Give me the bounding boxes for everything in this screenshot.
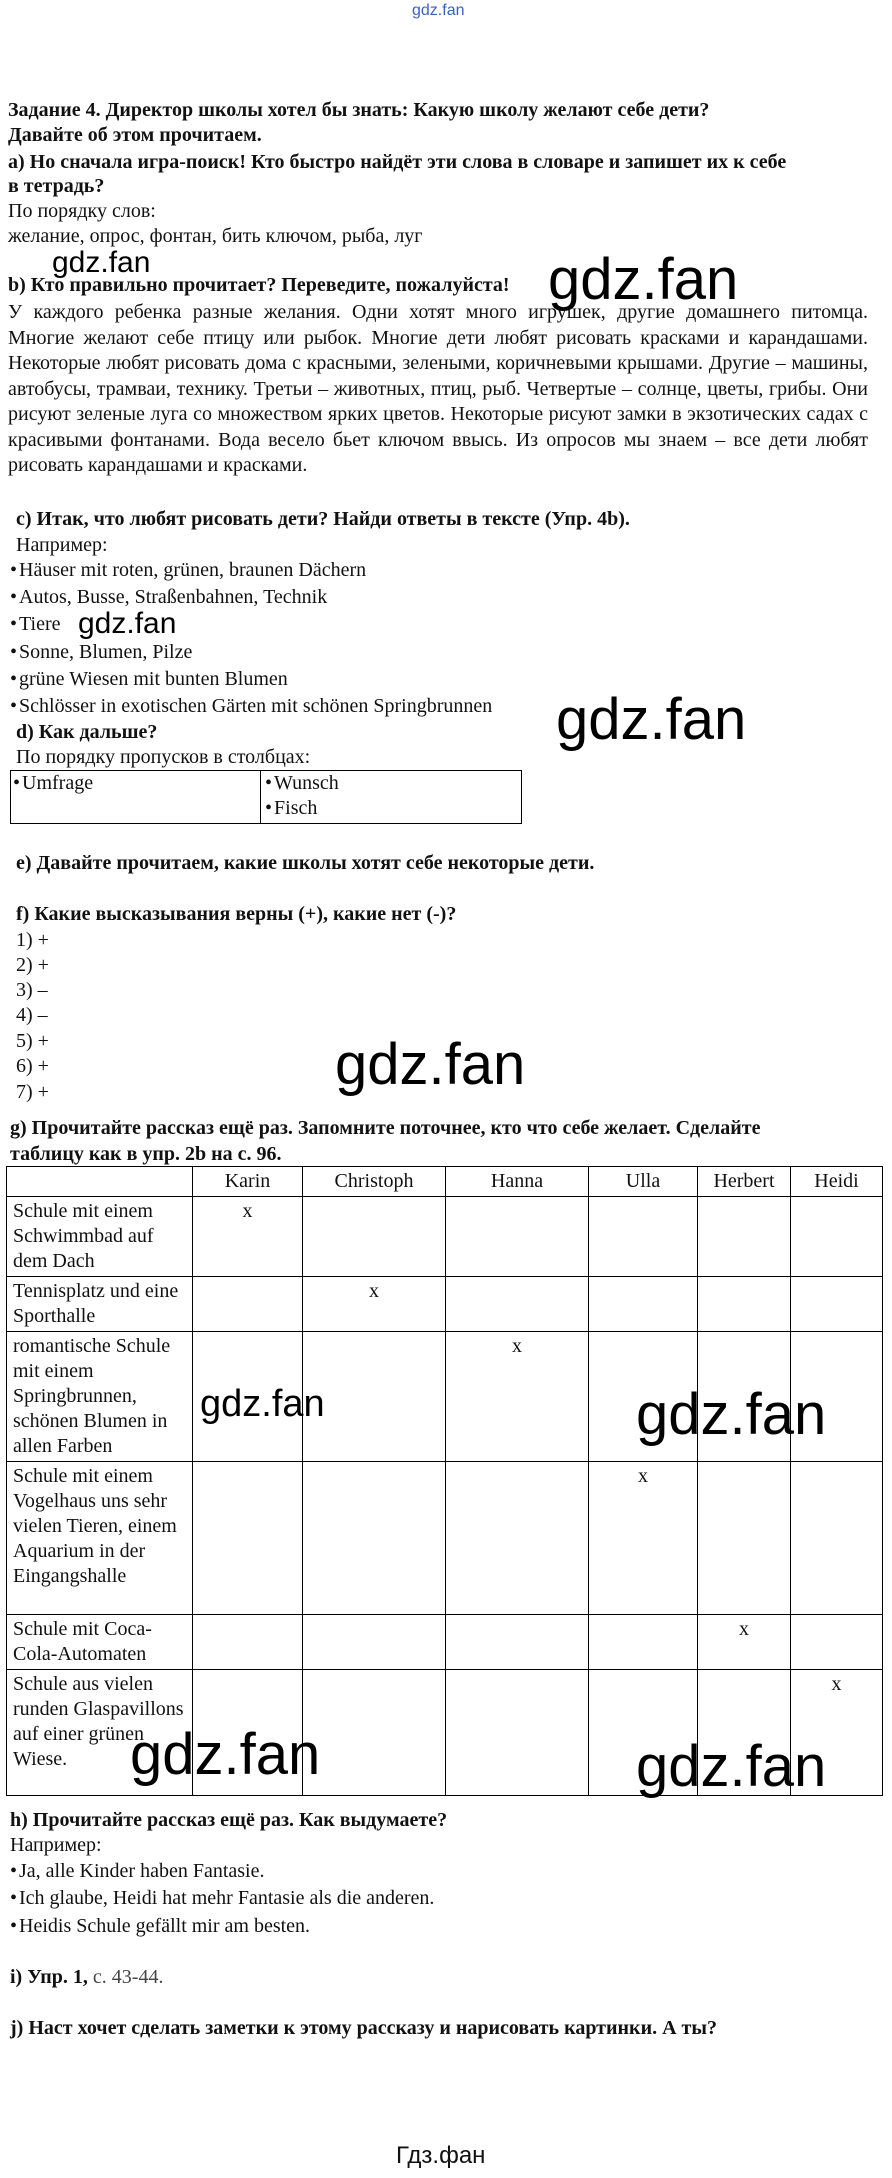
table-header-cell: Heidi: [791, 1167, 883, 1197]
section-j-heading: j) Наст хочет сделать заметки к этому рассказу и нарисовать картинки. А ты?: [10, 2017, 717, 2039]
section-i-page: с. 43-44.: [92, 1966, 164, 1988]
section-g-heading: g) Прочитайте рассказ ещё раз. Запомните поточнее, кто что себе желает. Сделайте: [10, 1117, 761, 1139]
section-e-heading: e) Давайте прочитаем, какие школы хотят себе некоторые дети.: [16, 852, 595, 874]
mark-cell: [193, 1615, 303, 1670]
section-f-heading: f) Какие высказывания верны (+), какие нет (-)?: [16, 903, 457, 925]
mark-cell: [303, 1462, 446, 1615]
list-item: • Heidis Schule gefällt mir am besten.: [10, 1914, 310, 1939]
section-b-text: У каждого ребенка разные желания. Одни хотят много игрушек, другие домашнего питомца. Многие желают себе птицу или рыбок. Многие дети любят рисовать красками и карандашами. Некоторые любят рисовать дома с красными, зелеными, коричневыми крышами. Другие – машины, автобусы, трамваи, технику. Третьи – животных, птиц, рыб. Четвертые – солнце, цветы, грибы. Они рисуют зеленые луга со множеством ярких цветов. Некоторые рисуют замки в экзотических садах с красивыми фонтанами. Вода весело бьет ключом ввысь. Из опросов мы знаем – все дети любят рисовать карандашами и красками.: [8, 301, 868, 476]
list-item: • Sonne, Blumen, Pilze: [10, 640, 192, 665]
gap-column-1: [11, 771, 261, 824]
mark-cell: [446, 1615, 589, 1670]
list-item: • Ja, alle Kinder haben Fantasie.: [10, 1859, 264, 1884]
answer-item: 1) +: [16, 929, 49, 951]
watermark: gdz.fan: [556, 687, 747, 752]
mark-cell: [446, 1462, 589, 1615]
section-c-example: Например:: [16, 534, 108, 556]
table-header-cell: Hanna: [446, 1167, 589, 1197]
watermark: gdz.fan: [78, 607, 177, 640]
mark-cell: [791, 1615, 883, 1670]
row-label: Schule mit einem Vogelhaus uns sehr vielen Tieren, einem Aquarium in der Eingangshalle: [7, 1462, 193, 1615]
gap-table: [10, 770, 522, 824]
list-item: • Häuser mit roten, grünen, braunen Dächern: [10, 558, 366, 583]
answer-item: 7) +: [16, 1081, 49, 1103]
gap-word: • Umfrage: [13, 771, 258, 796]
table-header-cell: Karin: [193, 1167, 303, 1197]
mark-cell: [589, 1277, 698, 1332]
mark-cell: [446, 1277, 589, 1332]
table-header-cell: Herbert: [698, 1167, 791, 1197]
mark-cell: x: [446, 1332, 589, 1462]
gap-word: • Wunsch: [265, 771, 517, 796]
list-item: • Ich glaube, Heidi hat mehr Fantasie als die anderen.: [10, 1886, 434, 1911]
section-h-example: Например:: [10, 1834, 102, 1856]
list-item: • Schlösser in exotischen Gärten mit schönen Springbrunnen: [10, 694, 492, 719]
table-row: [7, 1615, 883, 1670]
answer-item: 5) +: [16, 1030, 49, 1052]
mark-cell: [791, 1277, 883, 1332]
mark-cell: [446, 1670, 589, 1796]
list-item: • grüne Wiesen mit bunten Blumen: [10, 667, 288, 692]
table-header-cell: [7, 1167, 193, 1197]
table-row: [7, 1277, 883, 1332]
mark-cell: [791, 1197, 883, 1277]
list-item: • Autos, Busse, Straßenbahnen, Technik: [10, 585, 327, 610]
row-label: Schule mit einem Schwimmbad auf dem Dach: [7, 1197, 193, 1277]
section-a-words: желание, опрос, фонтан, бить ключом, рыба, луг: [8, 225, 423, 247]
row-label: Tennisplatz und eine Sporthalle: [7, 1277, 193, 1332]
mark-cell: [589, 1615, 698, 1670]
section-d-order: По порядку пропусков в столбцах:: [16, 746, 311, 768]
task-title: Задание 4. Директор школы хотел бы знать: Какую школу желают себе дети?: [8, 99, 710, 121]
mark-cell: [193, 1462, 303, 1615]
mark-cell: [303, 1197, 446, 1277]
mark-cell: [791, 1462, 883, 1615]
section-a-heading: a) Но сначала игра-поиск! Кто быстро найдёт эти слова в словаре и запишет их к себе: [8, 151, 787, 173]
section-a-heading-line2: в тетрадь?: [8, 175, 105, 197]
section-d-heading: d) Как дальше?: [16, 721, 158, 743]
watermark: gdz.fan: [130, 1722, 321, 1787]
gap-column-2: [261, 771, 522, 824]
table-header-cell: Christoph: [303, 1167, 446, 1197]
answer-item: 6) +: [16, 1055, 49, 1077]
watermark: gdz.fan: [52, 246, 151, 279]
section-c-heading: c) Итак, что любят рисовать дети? Найди ответы в тексте (Упр. 4b).: [16, 508, 630, 530]
mark-cell: [589, 1197, 698, 1277]
wishes-table: [6, 1166, 883, 1799]
row-label: romantische Schule mit einem Springbrunnen, schönen Blumen in allen Farben: [7, 1332, 193, 1462]
mark-cell: x: [303, 1277, 446, 1332]
mark-cell: x: [589, 1462, 698, 1615]
watermark: gdz.fan: [636, 1382, 827, 1447]
section-g-heading-line2: таблицу как в упр. 2b на с. 96.: [10, 1143, 282, 1165]
footer-label: Гдз.фан: [396, 2142, 486, 2169]
answer-item: 2) +: [16, 954, 49, 976]
watermark: gdz.fan: [200, 1383, 325, 1425]
site-label[interactable]: gdz.fan: [412, 2, 465, 19]
mark-cell: [698, 1277, 791, 1332]
watermark: gdz.fan: [636, 1734, 827, 1799]
section-i: [10, 1965, 163, 1990]
section-h-heading: h) Прочитайте рассказ ещё раз. Как выдумаете?: [10, 1809, 448, 1831]
task-title-line2: Давайте об этом прочитаем.: [8, 124, 262, 146]
watermark: gdz.fan: [548, 247, 739, 312]
mark-cell: [193, 1277, 303, 1332]
section-b-heading: b) Кто правильно прочитает? Переведите, пожалуйста!: [8, 274, 510, 296]
table-row: [7, 1462, 883, 1615]
row-label: Schule aus vielen runden Glaspavillons auf einer grünen Wiese.: [7, 1670, 193, 1796]
row-label: Schule mit Coca-Cola-Automaten: [7, 1615, 193, 1670]
table-header-cell: Ulla: [589, 1167, 698, 1197]
gap-word: • Fisch: [265, 796, 517, 821]
section-a-order: По порядку слов:: [8, 200, 156, 222]
section-i-prefix: i) Упр. 1,: [10, 1966, 88, 1988]
mark-cell: [303, 1670, 446, 1796]
mark-cell: [446, 1197, 589, 1277]
table-header-row: [7, 1167, 883, 1197]
mark-cell: x: [791, 1670, 883, 1796]
mark-cell: [698, 1197, 791, 1277]
table-row: [7, 1197, 883, 1277]
mark-cell: [303, 1615, 446, 1670]
answer-item: 3) –: [16, 979, 48, 1001]
list-item: • Tiere: [10, 612, 61, 637]
mark-cell: [698, 1462, 791, 1615]
watermark: gdz.fan: [335, 1032, 526, 1097]
mark-cell: x: [193, 1197, 303, 1277]
answer-item: 4) –: [16, 1004, 48, 1026]
mark-cell: x: [698, 1615, 791, 1670]
